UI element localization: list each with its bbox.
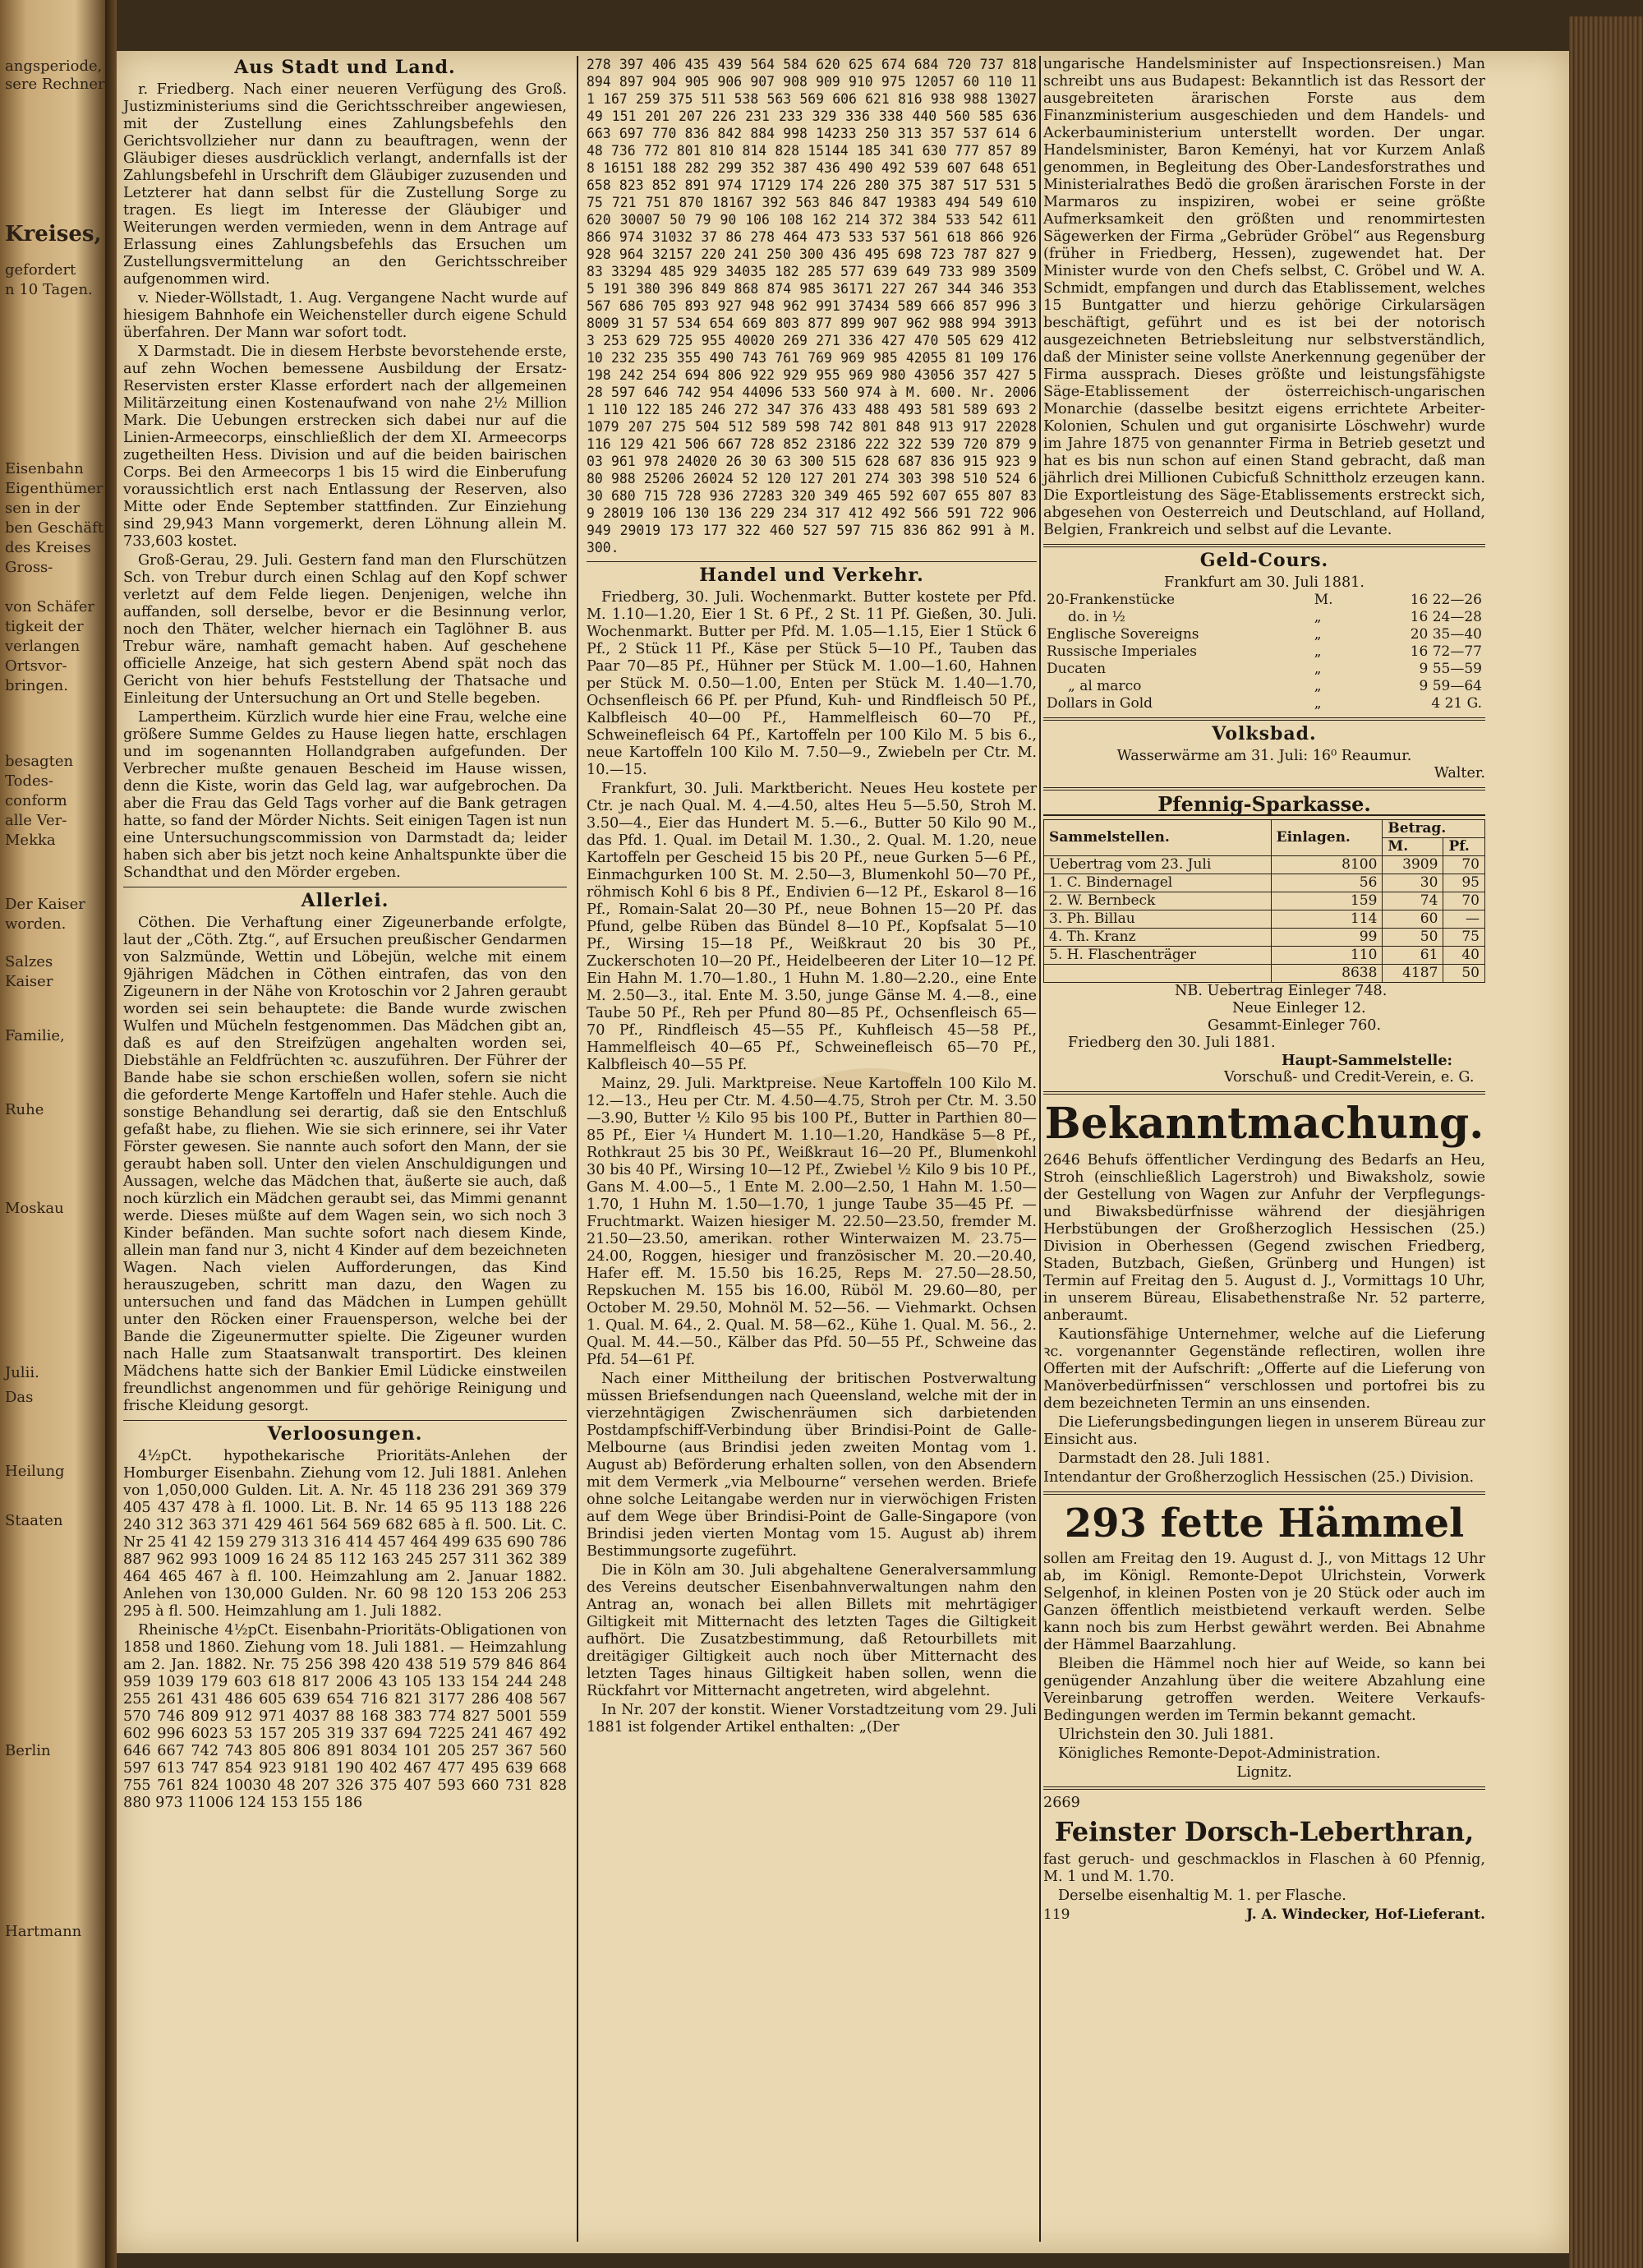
sheep-ad-text: Bleiben die Hämmel noch hier auf Weide, so kann bei genügender Anzahlung über die weitere Abzahlung eine Vereinbarung getroffen werden. Weitere Verkaufs-Bedingungen werden im Termin bekannt gemacht. [1043,1656,1485,1724]
cod-oil-ad-number: 2669 [1043,1795,1080,1811]
rate-value: 16 72—77 [1410,643,1482,660]
sheep-ad-date: Ulrichstein den 30. Juli 1881. [1058,1726,1274,1743]
table-cell: 30 [1383,874,1443,892]
exchange-rates-table [1043,592,1485,712]
article-paragraph: X Darmstadt. Die in diesem Herbste bevorstehende erste, auf zehn Wochen bemessene Ausbildung der Ersatz-Reservisten erster Klasse erfordert nach der allgemeinen Militärzeitung einen Kostenaufwand von nahe 2½ Million Mark. Die Uebungen erstrecken sich dabei nur auf die Linien-Armeecorps, einschließlich der dem XI. Armeecorps zugetheilten Hess. Division und auf die beiden bairischen Corps. Bei den Armeecorps 1 bis 15 wird die Einberufung voraussichtlich erst nach Entlassung der Reserven, also Mitte oder Ende September stattfinden. Zur Einziehung sind 29,943 Mann vorgemerkt, deren Löhnung allein M. 733,603 kostet. [123,343,567,550]
page-stack-edge [1569,16,1643,2268]
table-row [1044,929,1485,947]
left-fragment: des Kreises [5,539,91,556]
market-report: Friedberg, 30. Juli. Wochenmarkt. Butter kostete per Pfd. M. 1.10—1.20, Eier 1 St. 6 Pf., 2 St. 11 Pf. Gießen, 30. Juli. Wochenmarkt. Butter per Pfd. M. 1.05—1.15, Eier 1 Stück 6 Pf., 2 Stück 11 Pf., Käse per Stück 5—10 Pf., Tauben das Paar 70—85 Pf., Hühner per Stück M. 1.00—1.60, Hahnen per Stück M. 0.50—1.00, Enten per Stück M. 1.40—1.70, Ochsenfleisch 66 Pf. per Pfund, Kuh- und Rindfleisch 50 Pf., Kalbfleisch 40—00 Pf., Hammelfleisch 60—70 Pf., Schweinefleisch 64 Pf., Kartoffeln per 100 Kilo M. 5 bis 6., neue Kartoffeln 100 Kilo M. 7.50—9., Zwiebeln per Ctr. M. 10.—15. [587,589,1037,778]
left-fragment: alle Ver- [5,812,67,829]
table-cell: 75 [1443,929,1485,947]
rate-name: 20-Frankenstücke [1047,592,1176,608]
table-row [1044,874,1485,892]
rate-name: Englische Sovereigns [1047,626,1199,643]
table-cell: 8638 [1271,965,1383,983]
left-fragment: conform [5,792,67,809]
article-paragraph: Cöthen. Die Verhaftung einer Zigeunerbande erfolgte, laut der „Cöth. Ztg.“, auf Ersuchen preußischer Gendarmen von Salzmünde, Wettin und Löbejün, welche mit einem 9jährigen Mädchen in Cöthen eintrafen, das von den Zigeunern in der Nähe von Krotoschin vor 2 Jahren geraubt worden sei sein behauptete: die Bande wurde zwischen Wulfen und Mücheln festgenommen. Das Mädchen gibt an, daß es auf den Streifzügen angehalten worden sei, Diebstähle an Feldfrüchten ꝛc. auszuführen. Der Führer der Bande habe sie schon erschießen wollen, sofern sie nicht die geforderte Menge Kartoffeln und Hafer stehle. Auch die sonstige Behandlung sei derartig, daß sie den Entschluß gefaßt habe, zu fliehen. Wie sie sich erinnere, sei ihr Vater Förster gewesen. Sie nannte auch sofort den Mann, der sie geraubt haben soll. Unter den vielen Anschuldigungen und Aussagen, welche das Mädchen that, äußerte sie auch, daß noch kürzlich ein Mädchen geraubt sei, das Mimmi genannt werde. Dieses müßte auf dem Wagen sein, wo sich noch 3 Kinder befänden. Man suchte sofort nach diesem Kinde, allein man fand nur 3, nicht 4 Kinder auf dem bezeichneten Wagen. Nach vielen Aufforderungen, das Kind herauszugeben, schritt man dazu, den Wagen zu untersuchen und fand das Mädchen in Lumpen gehüllt unter den Röcken einer Frauensperson, welche bei der Bande die Zigeunermutter spielte. Die Zigeuner wurden nach Halle zum Staatsanwalt transportirt. Des kleinen Mädchens hatte sich der Bankier Emil Lüdicke einstweilen freundlichst angenommen und für gehörige Reinigung und frische Kleidung gesorgt. [123,915,567,1414]
table-cell: 56 [1271,874,1383,892]
left-fragment: Das [5,1389,34,1406]
rate-value: 9 55—59 [1419,661,1482,677]
savings-main-office: Vorschuß- und Credit-Verein, e. G. [1224,1069,1475,1086]
rate-value: 16 22—26 [1410,592,1482,608]
announcement-date: Darmstadt den 28. Juli 1881. [1058,1450,1270,1467]
savings-date: Friedberg den 30. Juli 1881. [1068,1035,1276,1051]
table-row [1043,678,1485,695]
left-fragment: gefordert [5,261,76,279]
table-cell: 74 [1383,892,1443,910]
article-paragraph: ungarische Handelsminister auf Inspectionsreisen.) Man schreibt uns aus Budapest: Bekanntlich ist das Ressort der ausgebreiteten ärarischen Forste aus dem Finanzministerium ausgeschieden und dem Handels- und Ackerbauministerium unterstellt worden. Der ungar. Handelsminister, Baron Keményi, hat vor Kurzem Anlaß genommen, in Begleitung des Ober-Landesforstrathes und Ministerialrathes Bedö die großen ärarischen Forste in der Marmaros zu inspiziren, wobei er seine größte Aufmerksamkeit den größten und renommirtesten Sägewerken der Firma „Gebrüder Gröbel“ aus Regensburg (früher in Friedberg, Hessen), zugewendet hat. Der Minister wurde von den Chefs selbst, C. Gröbel und W. A. Schmidt, empfangen und durch das Etablissement, welches 15 Buntgatter und hierzu gehörige Cirkularsägen beschäftigt, geführt und es ist bei der notorisch ausgezeichneten Betriebsleitung nur selbstverständlich, daß der Minister seine vollste Anerkennung gegenüber der Firma aussprach. Dieses größte und leistungsfähigste Säge-Etablissement der österreichisch-ungarischen Monarchie (dasselbe besitzt eigens errichtete Arbeiter-Kolonien, Schulen und gut organisirte Löschwehr) wurde im Jahre 1875 von genannter Firma in Betrieb gesetzt und hat es bis nun schon auf einen Stand gebracht, daß man jährlich drei Millionen Cubicfuß Schnittholz erzeugen kann. Die Exportleistung des Säge-Etablissements erstreckt sich, abgesehen von Oesterreich und Deutschland, auf Holland, Belgien, Frankreich und selbst auf die Levante. [1043,56,1485,538]
table-row [1044,892,1485,910]
exchange-rates-title: Geld-Cours. [1199,550,1329,571]
lottery-numbers: 278 397 406 435 439 564 584 620 625 674 684 720 737 818 894 897 904 905 906 907 908 909 910 975 12057 60 110 111 167 259 375 511 538 563 569 606 621 816 938 988 13027 49 151 201 207 226 231 233 329 336 338 440 560 585 636 663 697 770 836 842 884 998 14233 250 313 357 537 614 648 736 772 801 810 814 828 15144 185 341 630 777 857 898 16151 188 282 299 352 387 436 490 492 539 607 648 651 658 823 852 891 974 17129 174 226 280 375 387 517 531 575 721 751 870 18167 392 563 846 847 19383 494 549 610 620 30007 50 79 90 106 108 162 214 372 384 533 542 611 866 974 31032 37 86 278 464 473 533 537 561 618 866 926 928 964 32157 220 241 250 300 436 495 698 723 787 827 983 33294 485 929 34035 182 285 577 639 649 733 989 35095 191 380 396 849 868 874 985 36171 227 267 344 346 353 567 686 705 893 927 948 962 991 37434 589 666 857 996 38009 31 57 534 654 669 803 877 899 907 962 988 994 39133 253 629 725 955 40020 269 271 336 427 470 505 629 41210 232 235 355 490 743 761 769 969 985 42055 81 109 176 198 242 254 694 806 922 929 955 969 980 43056 357 427 528 597 646 742 954 44096 533 560 974 à M. 600. Nr. 20061 110 122 185 246 272 347 376 433 488 493 581 589 693 21079 207 275 504 512 589 598 742 801 848 913 917 22028 116 129 421 506 667 728 852 23186 222 322 539 720 879 903 961 978 24020 26 30 63 300 515 628 687 836 915 923 980 988 25206 26024 52 120 127 201 274 303 398 510 524 630 680 715 728 936 27283 320 349 465 592 607 655 807 839 28019 106 130 136 229 234 317 412 492 566 591 722 906 949 29019 173 177 322 460 527 597 715 836 862 991 à M. 300. [587,57,1037,555]
table-row [1043,609,1485,626]
section-heading-local-news: Aus Stadt und Land. [234,57,456,78]
sheep-ad-signature: Königliches Remonte-Depot-Administration. [1058,1745,1381,1762]
section-heading-trade: Handel und Verkehr. [699,565,924,586]
rate-cur: M. [1314,592,1333,608]
table-cell: 61 [1383,947,1443,965]
left-fragment: bringen. [5,677,68,694]
public-bath-text: Wasserwärme am 31. Juli: 16⁰ Reaumur. [1116,748,1412,764]
rate-cur: „ [1314,643,1322,660]
table-cell: 40 [1443,947,1485,965]
rate-cur: „ [1314,609,1322,625]
savings-bank-title: Pfennig-Sparkasse. [1043,795,1485,816]
left-fragment: sen in der [5,500,81,517]
left-fragment: worden. [5,915,67,933]
savings-note: Gesammt-Einleger 760. [1208,1017,1382,1034]
sheep-ad-text: sollen am Freitag den 19. August d. J., von Mittags 12 Uhr ab, im Königl. Remonte-Depot Ulrichstein, Vorwerk Selgenhof, in kleinen Posten von je 20 Stück oder auch im Ganzen öffentlich meistbietend verkauft werden. Selbe kann noch bis zum Herbst gewährt werden. Bei Abnahme der Hämmel Baarzahlung. [1043,1551,1485,1653]
column-header: Sammelstellen. [1044,820,1272,856]
left-fragment: Ruhe [5,1101,44,1118]
cod-oil-ad-footer [1043,1906,1485,1924]
rate-cur: „ [1314,626,1322,643]
divider [123,1420,567,1421]
table-cell: 4. Th. Kranz [1044,929,1272,947]
left-fragment: Kaiser [5,973,53,990]
column-header: Einlagen. [1271,820,1383,856]
section-heading-miscellaneous: Allerlei. [301,890,389,911]
left-fragment: n 10 Tagen. [5,281,93,298]
table-cell: 95 [1443,874,1485,892]
article-paragraph: In Nr. 207 der konstit. Wiener Vorstadtzeitung vom 29. Juli 1881 ist folgender Artikel enthalten: „(Der [587,1702,1037,1736]
cod-oil-ad-text: fast geruch- und geschmacklos in Flaschen à 60 Pfennig, M. 1 und M. 1.70. [1043,1851,1485,1885]
left-fragment: Ortsvor- [5,657,67,675]
left-fragment: Heilung [5,1463,65,1480]
left-fragment: von Schäfer [5,598,94,615]
left-fragment: sere Rechner [5,76,105,93]
market-report: Frankfurt, 30. Juli. Marktbericht. Neues Heu kostete per Ctr. je nach Qual. M. 4.—4.50, altes Heu 5—5.50, Stroh M. 3.50—4., Eier das Hundert M. 5.—6., Butter 50 Kilo 90 M., das Pfd. 1. Qual. im Detail M. 1.30., 2. Qual. M. 1.20, neue Kartoffeln per Gescheid 15 bis 20 Pf., neue Gurken 5—6 Pf., Einmachgurken 100 St. M. 2.50—3, Blumenkohl 50—70 Pf., röhmisch Kohl 6 bis 8 Pf., Endivien 6—12 Pf., Eskarol 8—16 Pf., Romain-Salat 20—30 Pf., neue Bohnen 15—20 Pf. das Pfund, gelbe Rüben das Bündel 8—10 Pf., Kopfsalat 5—10 Pf., Wirsing 15—18 Pf., Weißkraut 20 bis 30 Pf., Zuckerschoten 10—20 Pf., Heidelbeeren der Liter 10—12 Pf. Ein Hahn M. 1.70—1.80., 1 Huhn M. 1.80—2.20., eine Ente M. 2.50—3., ital. Ente M. 3.50, junge Gänse M. 4.—8., eine Taube 50 Pf., Reh per Pfund 80—85 Pf., Ochsenfleisch 65—70 Pf., Rindfleisch 45—55 Pf., Kuhfleisch 45—58 Pf., Hammelfleisch 40—65 Pf., Schweinefleisch 65—70 Pf., Kalbfleisch 40—55 Pf. [587,781,1037,1073]
announcement-text: Die Lieferungsbedingungen liegen in unserem Büreau zur Einsicht aus. [1043,1414,1485,1448]
left-fragment: Eigenthümer [5,480,104,497]
divider [587,561,1037,562]
table-row [1044,947,1485,965]
table-total-row [1044,965,1485,983]
rate-name: Russische Imperiales [1047,643,1197,660]
savings-table [1043,819,1485,983]
article-paragraph: Die in Köln am 30. Juli abgehaltene Generalversammlung des Vereins deutscher Eisenbahnverwaltungen nahm den Antrag an, wonach bei allen Billets mit mehrtägiger Giltigkeit mit Mitternacht des letzten Tages die Giltigkeit aufhört. Die Zusatzbestimmung, daß Retourbillets mit dreitägiger Giltigkeit auch noch über Mitternacht des letzten Tages hinaus Giltigkeit haben sollen, wenn die Rückfahrt vor Mitternacht angetreten, wird abgelehnt. [587,1562,1037,1699]
table-cell: 1. C. Bindernagel [1044,874,1272,892]
rate-name: Ducaten [1047,661,1107,677]
left-fragment: Familie, [5,1027,65,1044]
rate-value: 4 21 G. [1431,695,1482,712]
table-cell: — [1443,910,1485,929]
table-row [1043,643,1485,661]
left-fragment: Hartmann [5,1923,82,1940]
left-fragment: besagten [5,753,74,770]
rate-cur: „ [1314,678,1322,694]
public-bath-signature: Walter. [1434,765,1485,781]
public-bath-title: Volksbad. [1212,723,1317,744]
left-fragment: Todes- [5,772,53,790]
left-fragment: verlangen [5,638,81,655]
cod-oil-ad-text: Derselbe eisenhaltig M. 1. per Flasche. [1058,1888,1346,1904]
rate-value: 20 35—40 [1410,626,1482,643]
table-row [1044,856,1485,874]
column-1 [123,56,567,1814]
table-cell: 114 [1271,910,1383,929]
article-paragraph: Nach einer Mittheilung der britischen Postverwaltung müssen Briefsendungen nach Queensland, welche mit der in vierzehntägigen Zwischenräumen sich darbietenden Postdampfschiff-Verbindung über Brindisi-Point de Galle-Melbourne (aus Brindisi jeden zweiten Montag vom 1. August ab) Beförderung erhalten sollen, von den Absendern mit dem Vermerk „via Melbourne“ versehen werden. Briefe ohne solche Leitangabe werden nur in vierwöchigen Fristen auf dem Wege über Brindisi-Point de Galle-Singapore (von Brindisi jeden vierten Montag vom 15. August ab) ihrem Bestimmungsorte zugeführt. [587,1371,1037,1560]
divider [1043,1491,1485,1495]
column-header: Betrag. [1383,820,1485,838]
table-cell: 159 [1271,892,1383,910]
announcement-text: 2646 Behufs öffentlicher Verdingung des Bedarfs an Heu, Stroh (einschließlich Lagerstroh) und Biwaksholz, sowie der Gestellung von Wagen zur Anfuhr der Verpflegungs- und Biwaksbedürfnisse während der diesjährigen Herbstübungen der Großherzoglich Hessischen (25.) Division in Oberhessen (Gegend zwischen Friedberg, Staden, Butzbach, Gießen, Grünberg und Hungen) ist Termin auf Freitag den 5. August d. J., Vormittags 10 Uhr, in unserem Büreau, Elisabethenstraße Nr. 52 parterre, anberaumt. [1043,1152,1485,1324]
rate-cur: „ [1314,661,1322,677]
left-fragment: Berlin [5,1742,51,1759]
table-cell: 50 [1443,965,1485,983]
savings-note: NB. Uebertrag Einleger 748. [1175,983,1388,999]
announcement-text: Kautionsfähige Unternehmer, welche auf die Lieferung ꝛc. vorgenannter Gegenstände reflectiren, wollen ihre Offerten mit der Aufschrift: „Offerte auf die Lieferung von Manöverbedürfnissen“ verschlossen und portofrei bis zu dem bezeichneten Termin an uns einsenden. [1043,1326,1485,1412]
table-row [1043,592,1485,609]
column-header: M. [1383,838,1443,856]
rate-cur: „ [1314,695,1322,712]
table-header-row [1044,820,1485,838]
table-row [1044,910,1485,929]
book-spine [105,0,117,2268]
table-cell: 50 [1383,929,1443,947]
article-paragraph: Rheinische 4½pCt. Eisenbahn-Prioritäts-Obligationen von 1858 und 1860. Ziehung vom 18. Juli 1881. — Heimzahlung am 2. Jan. 1882. Nr. 75 256 398 420 438 519 579 846 864 959 1039 179 603 618 817 2006 43 105 133 154 244 248 255 261 431 486 605 639 654 716 821 3177 286 408 567 570 746 809 912 971 4037 88 168 383 774 827 5001 559 602 996 6023 53 157 205 319 337 694 7225 241 467 492 646 667 742 743 805 806 891 8034 101 205 257 367 560 597 613 747 854 923 9181 190 402 467 477 495 639 668 755 761 824 10030 48 207 326 375 407 593 660 731 828 880 973 11006 124 153 155 186 [123,1622,567,1811]
rate-value: 9 59—64 [1419,678,1482,694]
table-cell: 70 [1443,892,1485,910]
savings-main-office-label: Haupt-Sammelstelle: [1282,1052,1453,1069]
article-paragraph: Groß-Gerau, 29. Juli. Gestern fand man den Flurschützen Sch. von Trebur durch einen Schlag auf den Kopf schwer verletzt auf dem Felde liegen. Denjenigen, welche ihn auffanden, soll derselbe, bevor er die Besinnung verlor, noch den Thäter, welcher hiernach ein Taglöhner B. aus Trebur wäre, namhaft gemacht haben. Auf geschehene officielle Anzeige, hat sich gestern Abend spät noch das Gericht von hier behufs Feststellung der Thatsache und Einleitung der Untersuchung an Ort und Stelle begeben. [123,552,567,707]
announcement-signature: Intendantur der Großherzoglich Hessischen (25.) Division. [1043,1469,1475,1486]
table-cell: 4187 [1383,965,1443,983]
rate-name: „ al marco [1068,678,1142,694]
rate-name: Dollars in Gold [1047,695,1153,712]
cod-oil-ad-title: Feinster Dorsch-Leberthran, [1054,1816,1475,1847]
article-paragraph: 4½pCt. hypothekarische Prioritäts-Anlehen der Homburger Eisenbahn. Ziehung vom 12. Juli 1881. Anlehen von 1,050,000 Gulden. Lit. A. Nr. 45 118 236 291 369 379 405 437 478 à fl. 1000. Lit. B. Nr. 14 65 95 113 188 226 240 312 363 371 429 461 564 569 682 685 à fl. 500. Lit. C. Nr 25 41 42 159 279 313 316 414 457 464 499 635 690 786 887 962 993 1009 16 24 85 112 163 245 257 311 362 389 464 465 467 à fl. 100. Heimzahlung am 2. Januar 1882. Anlehen von 130,000 Gulden. Nr. 60 98 120 153 206 253 295 à fl. 500. Heimzahlung am 1. Juli 1882. [123,1448,567,1620]
section-heading-lottery: Verloosungen. [267,1423,423,1445]
left-fragment: Mekka [5,832,56,849]
article-paragraph: r. Friedberg. Nach einer neueren Verfügung des Groß. Justizministeriums sind die Gerichtsschreiber angewiesen, mit der Zustellung eines Zahlungsbefehls den Gerichtsvollzieher nur dann zu beauftragen, wenn der Gläubiger dieses ausdrücklich verlangt, andernfalls ist der Zahlungsbefehl in Urschrift dem Gläubiger zuzusenden und Letzterer hat dann selbst für die Zustellung Sorge zu tragen. Es liegt im Interesse der Gläubiger und Weiterungen werden vermieden, wenn in dem Antrage auf Erlassung eines Zahlungsbefehls das Ersuchen um Zustellungsvermittelung an den Gerichtsschreiber aufgenommen wird. [123,81,567,288]
left-fragment: tigkeit der [5,618,84,635]
left-fragment: Salzes [5,953,53,970]
sheep-ad-signature-name: Lignitz. [1236,1764,1292,1781]
column-rule [1039,56,1041,2242]
left-fragment: Staaten [5,1512,63,1529]
sheep-ad-title: 293 fette Hämmel [1064,1500,1465,1547]
table-cell: 60 [1383,910,1443,929]
left-fragment: Julii. [5,1364,39,1381]
table-cell: 110 [1271,947,1383,965]
column-3 [1043,56,1485,1924]
rate-value: 16 24—28 [1410,609,1482,625]
article-paragraph: Lampertheim. Kürzlich wurde hier eine Frau, welche eine größere Summe Geldes zu Hause liegen hatte, erschlagen und im sogenannten Hollandgraben aufgefunden. Der Verbrecher mußte genauen Bescheid im Hause wissen, denn die Kiste, worin das Geld lag, war aufgebrochen. Da aber die Frau das Geld Tags vorher auf die Bank getragen hatte, so fand der Mörder Nichts. Seit einigen Tagen ist nun eine Untersuchungscommission von Darmstadt da; leider haben sich aber bis jetzt noch keine Anhaltspunkte über die Schandthat und den Mörder ergeben. [123,709,567,881]
left-fragment: Kreises, [5,222,102,247]
rate-name: do. in ½ [1068,609,1125,625]
table-cell: 3909 [1383,856,1443,874]
left-fragment: Moskau [5,1200,64,1217]
divider [1043,787,1485,791]
exchange-rates-subtitle: Frankfurt am 30. Juli 1881. [1164,574,1365,591]
table-cell: Uebertrag vom 23. Juli [1044,856,1272,874]
table-cell: 99 [1271,929,1383,947]
table-cell: 8100 [1271,856,1383,874]
ad-number: 119 [1043,1906,1070,1923]
article-paragraph: v. Nieder-Wöllstadt, 1. Aug. Vergangene Nacht wurde auf hiesigem Bahnhofe ein Weichensteller durch eigene Schuld überfahren. Der Mann war sofort todt. [123,290,567,341]
savings-note: Neue Einleger 12. [1232,1000,1366,1016]
left-fragment: Eisenbahn [5,460,84,477]
announcement-title: Bekanntmachung. [1044,1099,1484,1149]
left-fragment: Gross- [5,559,53,576]
table-row [1043,695,1485,712]
column-rule [577,56,578,2242]
divider [1043,544,1485,547]
divider [1043,1786,1485,1790]
left-fragment: Der Kaiser [5,896,85,913]
table-cell: 5. H. Flaschenträger [1044,947,1272,965]
left-fragment: angsperiode, [5,58,103,75]
left-page-edge [0,0,107,2268]
merchant-name: J. A. Windecker, Hof-Lieferant. [1245,1906,1485,1923]
table-cell [1044,965,1272,983]
column-2 [587,56,1037,1738]
table-row [1043,626,1485,643]
column-header: Pf. [1443,838,1485,856]
left-fragment: ben Geschäft [5,519,104,537]
table-cell: 2. W. Bernbeck [1044,892,1272,910]
market-report: Mainz, 29. Juli. Marktpreise. Neue Kartoffeln 100 Kilo M. 12.—13., Heu per Ctr. M. 4.50—4.75, Stroh per Ctr. M. 3.50—3.90, Butter ½ Kilo 95 bis 100 Pf., Butter in Parthien 80—85 Pf., Eier ¼ Hundert M. 1.10—1.20, Handkäse 5—8 Pf., Rothkraut 25 bis 30 Pf., Weißkraut 16—20 Pf., Blumenkohl 30 bis 40 Pf., Wirsing 10—12 Pf., Zwiebel ½ Kilo 9 bis 10 Pf., Gans M. 4.00—5., 1 Ente M. 2.00—2.50, 1 Hahn M. 1.50—1.70, 1 Huhn M. 1.50—1.70, 1 junge Taube 35—45 Pf. — Fruchtmarkt. Waizen hiesiger M. 22.50—23.50, fremder M. 21.50—23.50, amerikan. rother Winterwaizen M. 23.75—24.00, Roggen, hiesiger und französischer M. 20.—20.40, Hafer eff. M. 15.50 bis 16.25, Reps M. 27.50—28.50, Repskuchen M. 155 bis 16.00, Rüböl M. 29.60—80, per October M. 29.50, Mohnöl M. 52—56. — Viehmarkt. Ochsen 1. Qual. M. 64., 2. Qual. M. 58—62., Kühe 1. Qual. M. 56., 2. Qual. M. 44.—50., Kälber das Pfd. 50—55 Pf., Schweine das Pfd. 54—61 Pf. [587,1076,1037,1368]
table-row [1043,661,1485,678]
divider [1043,1091,1485,1095]
table-cell: 3. Ph. Billau [1044,910,1272,929]
table-cell: 70 [1443,856,1485,874]
divider [1043,717,1485,721]
